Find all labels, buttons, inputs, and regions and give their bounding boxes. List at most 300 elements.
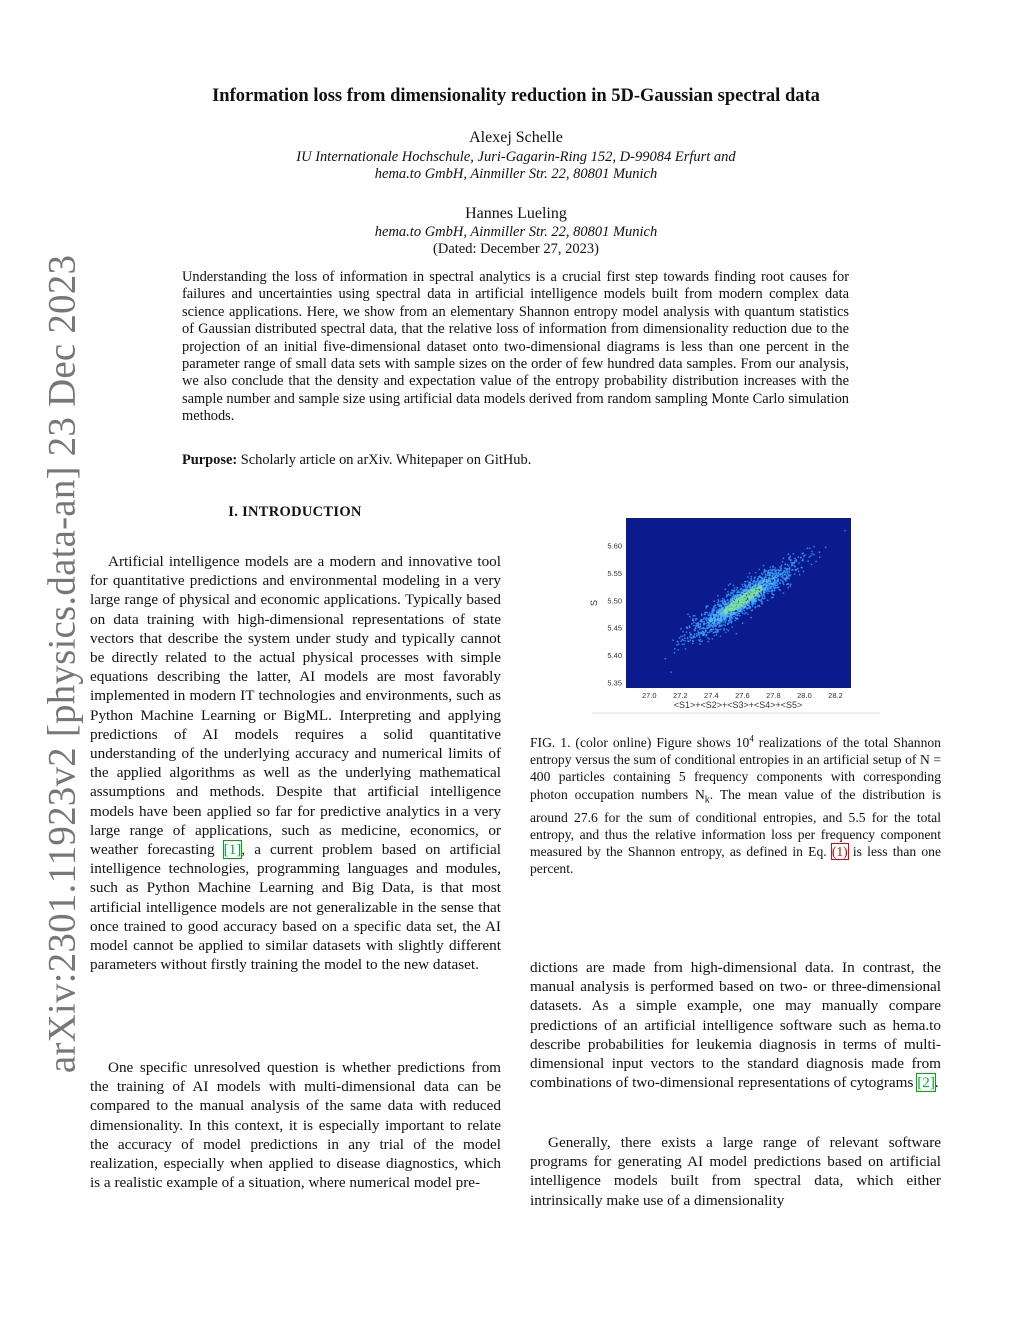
scatter-point xyxy=(736,633,738,635)
scatter-point xyxy=(733,591,735,593)
scatter-point xyxy=(745,592,747,594)
scatter-point xyxy=(723,599,725,601)
scatter-point xyxy=(724,601,726,603)
scatter-point xyxy=(709,619,711,621)
scatter-point xyxy=(773,574,775,576)
scatter-point xyxy=(757,580,759,582)
scatter-point xyxy=(696,635,698,637)
scatter-point xyxy=(758,595,760,597)
scatter-point xyxy=(813,546,815,548)
scatter-point xyxy=(788,558,790,560)
scatter-point xyxy=(684,640,686,642)
scatter-point xyxy=(728,612,730,614)
scatter-point xyxy=(706,605,708,607)
figure-1-caption xyxy=(530,734,941,877)
scatter-point xyxy=(731,614,733,616)
scatter-point xyxy=(789,567,791,569)
scatter-point xyxy=(725,614,727,616)
scatter-point xyxy=(685,648,687,650)
x-tick-label: 27.6 xyxy=(735,691,750,700)
scatter-point xyxy=(726,608,728,610)
scatter-point xyxy=(721,613,723,615)
scatter-point xyxy=(795,559,797,561)
scatter-point xyxy=(762,585,764,587)
scatter-point xyxy=(737,594,739,596)
scatter-point xyxy=(742,595,744,597)
scatter-point xyxy=(800,557,802,559)
scatter-point xyxy=(680,636,682,638)
scatter-point xyxy=(709,617,711,619)
scatter-point xyxy=(712,622,714,624)
citation-link-2[interactable]: [2] xyxy=(917,1074,935,1092)
scatter-point xyxy=(672,639,674,641)
scatter-point xyxy=(844,530,846,532)
scatter-point xyxy=(804,554,806,556)
scatter-point xyxy=(736,600,738,602)
scatter-point xyxy=(769,581,771,583)
scatter-point xyxy=(695,619,697,621)
scatter-point xyxy=(763,565,765,567)
scatter-point xyxy=(757,589,759,591)
scatter-point xyxy=(692,641,694,643)
scatter-point xyxy=(695,625,697,627)
scatter-point xyxy=(731,626,733,628)
scatter-point xyxy=(713,600,715,602)
scatter-point xyxy=(725,603,727,605)
scatter-point xyxy=(798,571,800,573)
scatter-point xyxy=(790,559,792,561)
scatter-point xyxy=(689,626,691,628)
scatter-point xyxy=(736,587,738,589)
scatter-point xyxy=(766,585,768,587)
scatter-point xyxy=(736,589,738,591)
scatter-point xyxy=(687,638,689,640)
y-axis-ticks xyxy=(607,541,622,687)
scatter-point xyxy=(729,603,731,605)
scatter-point xyxy=(784,564,786,566)
y-tick-label: 5.50 xyxy=(607,596,622,606)
scatter-point xyxy=(712,610,714,612)
scatter-point xyxy=(761,603,763,605)
scatter-point xyxy=(768,578,770,580)
scatter-point xyxy=(745,581,747,583)
scatter-point xyxy=(733,616,735,618)
scatter-point xyxy=(713,628,715,630)
right-paragraph-1 xyxy=(530,958,941,1092)
scatter-point xyxy=(686,631,688,633)
scatter-point xyxy=(749,598,751,600)
scatter-point xyxy=(759,575,761,577)
scatter-point xyxy=(724,588,726,590)
scatter-point xyxy=(791,569,793,571)
scatter-point xyxy=(722,601,724,603)
scatter-point xyxy=(747,580,749,582)
scatter-point xyxy=(775,571,777,573)
scatter-point xyxy=(728,584,730,586)
scatter-point xyxy=(688,641,690,643)
scatter-point xyxy=(752,590,754,592)
scatter-point xyxy=(692,643,694,645)
intro-p1-text-b: , a current problem based on artificial intelligence technologies, programming languages and modules, such as Python Machine Learning and Big Data, is that most artificial intelligence models are not generalizable in the sense that once trained to good accuracy based on a specific data set, the AI model cannot be applied to similar datasets with slightly different parameters without firstly training the model to the new dataset. xyxy=(90,841,502,974)
scatter-point xyxy=(707,628,709,630)
equation-ref-link[interactable]: (1) xyxy=(831,843,848,859)
scatter-point xyxy=(775,576,777,578)
scatter-point xyxy=(773,584,775,586)
scatter-point xyxy=(754,603,756,605)
scatter-point xyxy=(751,600,753,602)
scatter-point xyxy=(719,622,721,624)
scatter-point xyxy=(747,604,749,606)
scatter-point xyxy=(743,610,745,612)
scatter-point xyxy=(787,574,789,576)
scatter-point xyxy=(683,643,685,645)
scatter-point xyxy=(747,589,749,591)
scatter-point xyxy=(699,643,701,645)
scatter-point xyxy=(715,605,717,607)
scatter-point xyxy=(687,627,689,629)
scatter-point xyxy=(819,551,821,553)
scatter-point xyxy=(689,636,691,638)
scatter-point xyxy=(693,625,695,627)
scatter-point xyxy=(734,604,736,606)
scatter-point xyxy=(811,553,813,555)
scatter-point xyxy=(687,614,689,616)
scatter-point xyxy=(730,619,732,621)
scatter-point xyxy=(713,623,715,625)
intro-p1-text-a: Artificial intelligence models are a modern and innovative tool for quantitative predictions and environmental modeling in a very large range of physical and economic applications. Typically based on data training with high-dimensional representations of state vectors that describe the system under study and typically cannot be directly related to the actual physical processes with simple equations describing the latter, AI models are most favorably implemented in modern IT technologies and environments, such as Python Machine Learning or BigML. Interpreting and applying predictions of AI models requires a solid quantitative understanding of the underlying accuracy and numerical limits of the applied algorithms as well as the underlying mathematical assumptions and methods. Despite that artificial intelligence models have been applied so far for predictive analytics in a very large range of applications, such as medicine, economics, or weather forecasting xyxy=(90,553,501,859)
scatter-point xyxy=(764,584,766,586)
scatter-point xyxy=(720,629,722,631)
scatter-point xyxy=(739,615,741,617)
scatter-point xyxy=(738,605,740,607)
scatter-point xyxy=(766,579,768,581)
scatter-point xyxy=(784,574,786,576)
scatter-point xyxy=(764,577,766,579)
scatter-point xyxy=(700,623,702,625)
scatter-point xyxy=(825,547,827,549)
scatter-point xyxy=(744,598,746,600)
scatter-point xyxy=(756,587,758,589)
scatter-point xyxy=(742,609,744,611)
scatter-point xyxy=(684,634,686,636)
scatter-point xyxy=(769,566,771,568)
scatter-point xyxy=(761,601,763,603)
scatter-point xyxy=(763,571,765,573)
scatter-point xyxy=(747,613,749,615)
scatter-point xyxy=(723,628,725,630)
scatter-point xyxy=(768,588,770,590)
scatter-point xyxy=(755,592,757,594)
scatter-point xyxy=(700,620,702,622)
scatter-point xyxy=(811,551,813,553)
scatter-point xyxy=(753,580,755,582)
scatter-point xyxy=(781,580,783,582)
scatter-point xyxy=(748,582,750,584)
scatter-point xyxy=(791,564,793,566)
scatter-point xyxy=(731,599,733,601)
scatter-point xyxy=(778,586,780,588)
scatter-point xyxy=(811,564,813,566)
scatter-point xyxy=(773,588,775,590)
scatter-point xyxy=(715,628,717,630)
scatter-point xyxy=(713,606,715,608)
scatter-point xyxy=(792,553,794,555)
scatter-point xyxy=(810,555,812,557)
scatter-point xyxy=(701,631,703,633)
scatter-point xyxy=(778,575,780,577)
scatter-point xyxy=(760,589,762,591)
y-tick-label: 5.35 xyxy=(607,678,622,688)
scatter-point xyxy=(803,571,805,573)
scatter-point xyxy=(731,596,733,598)
scatter-point xyxy=(754,600,756,602)
scatter-point xyxy=(744,596,746,598)
affiliation-1-line-2: hema.to GmbH, Ainmiller Str. 22, 80801 Munich xyxy=(374,166,658,182)
scatter-point xyxy=(755,594,757,596)
scatter-point xyxy=(707,637,709,639)
scatter-point xyxy=(709,615,711,617)
scatter-point xyxy=(748,602,750,604)
scatter-point xyxy=(779,589,781,591)
scatter-point xyxy=(772,565,774,567)
citation-link-1[interactable]: [1] xyxy=(223,841,242,859)
scatter-point xyxy=(771,586,773,588)
scatter-point xyxy=(723,624,725,626)
scatter-point xyxy=(782,557,784,559)
scatter-point xyxy=(707,641,709,643)
scatter-point xyxy=(701,640,703,642)
scatter-point xyxy=(674,652,676,654)
scatter-point xyxy=(754,596,756,598)
scatter-point xyxy=(716,619,718,621)
scatter-point xyxy=(695,628,697,630)
caption-subscript: k xyxy=(704,794,710,806)
scatter-point xyxy=(721,609,723,611)
scatter-point xyxy=(782,577,784,579)
scatter-point xyxy=(679,637,681,639)
scatter-point xyxy=(806,547,808,549)
scatter-point xyxy=(747,576,749,578)
scatter-point xyxy=(746,601,748,603)
scatter-point xyxy=(801,567,803,569)
scatter-point xyxy=(789,572,791,574)
scatter-point xyxy=(692,620,694,622)
scatter-point xyxy=(760,585,762,587)
scatter-point xyxy=(709,631,711,633)
scatter-point xyxy=(689,632,691,634)
scatter-point xyxy=(754,576,756,578)
scatter-point xyxy=(682,631,684,633)
scatter-point xyxy=(704,623,706,625)
scatter-point xyxy=(718,626,720,628)
scatter-point xyxy=(729,583,731,585)
purpose-label: Purpose: xyxy=(182,452,238,468)
scatter-point xyxy=(694,630,696,632)
scatter-point xyxy=(705,618,707,620)
scatter-point xyxy=(691,637,693,639)
scatter-point xyxy=(794,565,796,567)
scatter-point xyxy=(728,622,730,624)
arxiv-id: arXiv:2301.11923v2 [physics.data-an] 23 Dec 2023 xyxy=(40,254,84,1074)
scatter-point xyxy=(762,578,764,580)
scatter-point xyxy=(670,671,672,673)
scatter-point xyxy=(739,594,741,596)
author-2: Hannes Lueling xyxy=(465,205,567,222)
caption-superscript: 4 xyxy=(749,733,754,744)
scatter-point xyxy=(714,616,716,618)
scatter-point xyxy=(755,572,757,574)
scatter-point xyxy=(730,610,732,612)
x-tick-label: 27.8 xyxy=(766,691,781,700)
scatter-point xyxy=(727,624,729,626)
scatter-point xyxy=(740,589,742,591)
scatter-point xyxy=(707,618,709,620)
scatter-point xyxy=(725,622,727,624)
scatter-point xyxy=(788,553,790,555)
scatter-point xyxy=(767,592,769,594)
right-p1-text-a: dictions are made from high-dimensional data. In contrast, the manual analysis is performed based on two- or three-dimensional datasets. As a simple example, one may manually compare predictions of an artificial intelligence software such as hema.to describe probabilities for leukemia diagnosis in terms of multi-dimensional input vectors to the standard diagnosis made from combinations of two-dimensional representations of cytograms xyxy=(530,959,941,1092)
scatter-point xyxy=(787,578,789,580)
scatter-point xyxy=(739,601,741,603)
scatter-point xyxy=(768,584,770,586)
scatter-point xyxy=(750,579,752,581)
scatter-point xyxy=(711,630,713,632)
scatter-point xyxy=(712,626,714,628)
scatter-point xyxy=(771,592,773,594)
scatter-point xyxy=(819,556,821,558)
scatter-point xyxy=(706,612,708,614)
scatter-point xyxy=(731,602,733,604)
scatter-point xyxy=(773,587,775,589)
scatter-point xyxy=(730,592,732,594)
scatter-point xyxy=(783,571,785,573)
scatter-point xyxy=(744,613,746,615)
scatter-point xyxy=(721,605,723,607)
scatter-point xyxy=(733,598,735,600)
scatter-point xyxy=(815,561,817,563)
scatter-point xyxy=(789,585,791,587)
scatter-point xyxy=(721,621,723,623)
scatter-point xyxy=(718,605,720,607)
scatter-point xyxy=(802,552,804,554)
scatter-point xyxy=(693,615,695,617)
scatter-point xyxy=(720,636,722,638)
scatter-point xyxy=(786,571,788,573)
scatter-point xyxy=(714,635,716,637)
scatter-point xyxy=(775,574,777,576)
scatter-point xyxy=(757,594,759,596)
scatter-point xyxy=(758,569,760,571)
scatter-point xyxy=(722,598,724,600)
scatter-point xyxy=(742,612,744,614)
scatter-point xyxy=(742,605,744,607)
scatter-point xyxy=(740,599,742,601)
scatter-point xyxy=(738,592,740,594)
scatter-point xyxy=(749,591,751,593)
scatter-point xyxy=(742,592,744,594)
y-tick-label: 5.45 xyxy=(607,623,622,633)
scatter-point xyxy=(712,638,714,640)
scatter-point xyxy=(794,561,796,563)
scatter-point xyxy=(749,572,751,574)
scatter-point xyxy=(750,587,752,589)
scatter-point xyxy=(733,584,735,586)
caption-text-b: realizations of the total Shannon entropy versus the sum of conditional entropies in an artificial setup of N = 400 particles containing 5 frequency components with corresponding photon occupation numbers N xyxy=(530,735,941,802)
scatter-point xyxy=(787,568,789,570)
scatter-point xyxy=(725,612,727,614)
dated-line: (Dated: December 27, 2023) xyxy=(433,241,599,257)
scatter-point xyxy=(752,598,754,600)
abstract: Understanding the loss of information in spectral analytics is a crucial first step towards finding root causes for failures and uncertainties using spectral data in artificial intelligence models built from modern complex data science applications. Here, we show from an elementary Shannon entropy model analysis with quantum statistics of Gaussian distributed spectral data, that the relative loss of information from dimensionality reduction due to the projection of an initial five-dimensional dataset onto two-dimensional diagrams is less than one percent in the parameter range of small data sets with sample sizes on the order of few hundred data samples. From our analysis, we also conclude that the density and expectation value of the entropy probability distribution increases with the sample number and sample size using artificial data models derived from random sampling Monte Carlo simulation methods. xyxy=(182,269,849,425)
scatter-point xyxy=(772,572,774,574)
scatter-point xyxy=(730,598,732,600)
scatter-point xyxy=(785,580,787,582)
scatter-point xyxy=(753,591,755,593)
scatter-point xyxy=(771,578,773,580)
scatter-point xyxy=(733,596,735,598)
scatter-point xyxy=(727,599,729,601)
scatter-point xyxy=(746,585,748,587)
scatter-point xyxy=(757,605,759,607)
scatter-point xyxy=(701,615,703,617)
scatter-point xyxy=(717,602,719,604)
scatter-point xyxy=(736,604,738,606)
scatter-point xyxy=(699,636,701,638)
scatter-point xyxy=(699,628,701,630)
scatter-point xyxy=(764,597,766,599)
scatter-point xyxy=(733,612,735,614)
scatter-point xyxy=(677,649,679,651)
figure-1 xyxy=(575,512,885,716)
scatter-point xyxy=(694,636,696,638)
scatter-point xyxy=(708,614,710,616)
scatter-point xyxy=(745,587,747,589)
scatter-point xyxy=(787,587,789,589)
scatter-point xyxy=(678,643,680,645)
scatter-point xyxy=(755,587,757,589)
x-tick-label: 27.4 xyxy=(704,691,719,700)
scatter-point xyxy=(783,592,785,594)
scatter-point xyxy=(695,623,697,625)
scatter-point xyxy=(684,637,686,639)
scatter-point xyxy=(755,598,757,600)
scatter-point xyxy=(728,620,730,622)
scatter-point xyxy=(680,640,682,642)
scatter-point xyxy=(753,593,755,595)
scatter-point xyxy=(682,635,684,637)
scatter-point xyxy=(778,572,780,574)
y-tick-label: 5.40 xyxy=(607,651,622,661)
scatter-point xyxy=(713,608,715,610)
caption-text-c: . The mean value of the distribution is around 27.6 for the sum of conditional entropies, and 5.5 for the total entropy, and thus the relative information loss per frequency component measured by the Shannon entropy, as defined in Eq. xyxy=(530,786,941,859)
scatter-point xyxy=(727,601,729,603)
scatter-point xyxy=(720,611,722,613)
scatter-point xyxy=(783,583,785,585)
scatter-point xyxy=(703,617,705,619)
scatter-point xyxy=(721,617,723,619)
scatter-point xyxy=(724,619,726,621)
scatter-point xyxy=(698,626,700,628)
scatter-point xyxy=(759,600,761,602)
scatter-point xyxy=(763,588,765,590)
scatter-point xyxy=(780,570,782,572)
scatter-point xyxy=(717,595,719,597)
scatter-point xyxy=(790,583,792,585)
scatter-point xyxy=(769,569,771,571)
scatter-point xyxy=(736,598,738,600)
scatter-point xyxy=(738,590,740,592)
scatter-point xyxy=(787,564,789,566)
